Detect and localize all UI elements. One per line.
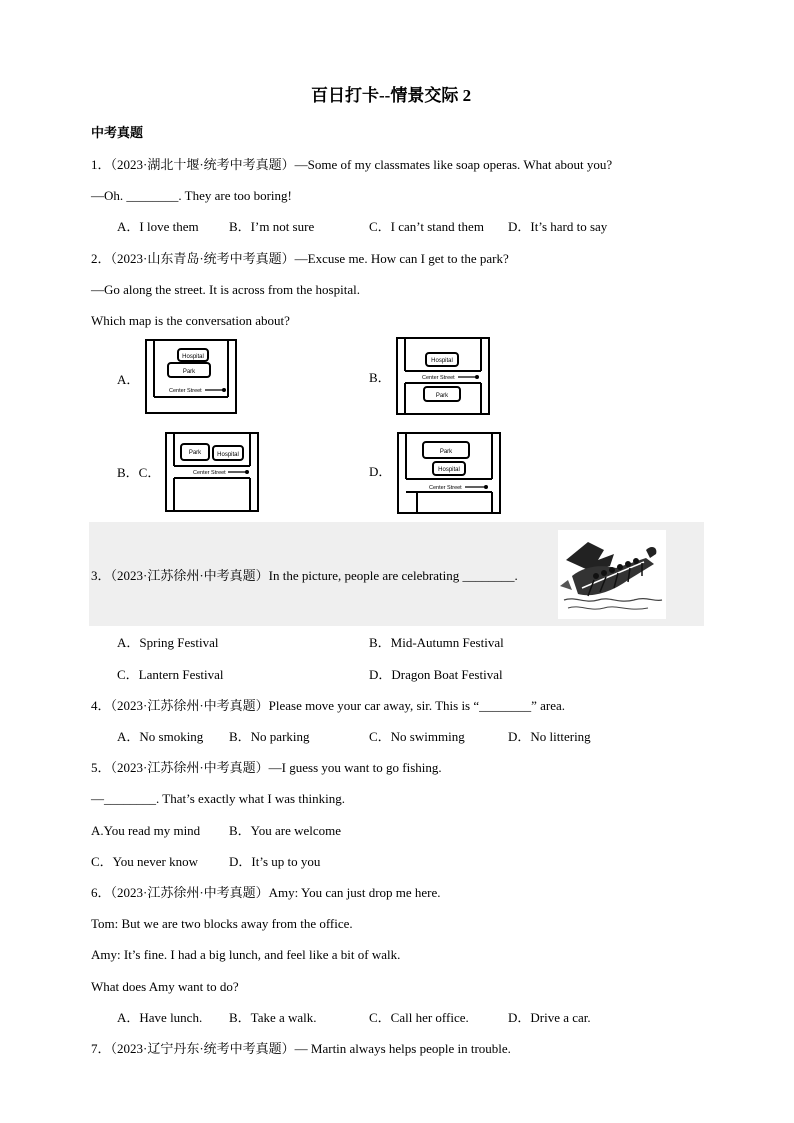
q4-option-d[interactable]: D．No littering: [508, 729, 591, 744]
map-b: [396, 337, 490, 415]
q6-stem: 6．（2023·江苏徐州·中考真题）Amy: You can just drop me here.: [91, 885, 441, 900]
map-b-park-label: Park: [435, 393, 449, 399]
q1-option-a[interactable]: A．I love them: [117, 219, 199, 234]
q3-option-c[interactable]: C．Lantern Festival: [117, 667, 224, 682]
q4-option-b[interactable]: B．No parking: [229, 729, 310, 744]
q2-line2: —Go along the street. It is across from the hospital.: [91, 282, 360, 297]
q1-option-b[interactable]: B．I’m not sure: [229, 219, 315, 234]
q1-line2: —Oh. ________. They are too boring!: [91, 188, 292, 203]
q2-label-b[interactable]: B．: [369, 370, 391, 385]
q6-option-d[interactable]: D．Drive a car.: [508, 1010, 591, 1025]
q2-label-a[interactable]: A．: [117, 372, 140, 387]
q7-stem: 7．（2023·辽宁丹东·统考中考真题）— Martin always helps people in trouble.: [91, 1041, 511, 1056]
map-a-street-label: Center Street: [169, 388, 202, 394]
q1-option-c[interactable]: C．I can’t stand them: [369, 219, 484, 234]
map-c-hospital-label: Hospital: [217, 452, 239, 458]
q1-option-d[interactable]: D．It’s hard to say: [508, 219, 608, 234]
q6-option-b[interactable]: B．Take a walk.: [229, 1010, 317, 1025]
page-title: 百日打卡--情景交际 2: [311, 86, 472, 105]
q6-option-a[interactable]: A．Have lunch.: [117, 1010, 203, 1025]
map-c-street-label: Center Street: [193, 470, 226, 476]
q3-stem: 3．（2023·江苏徐州·中考真题）In the picture, people are celebrating ________.: [91, 568, 518, 583]
q6-line2: Tom: But we are two blocks away from the office.: [91, 916, 353, 931]
q3-option-a[interactable]: A．Spring Festival: [117, 635, 219, 650]
map-b-hospital-label: Hospital: [431, 358, 453, 364]
map-d: [397, 432, 507, 514]
map-c-park-label: Park: [188, 450, 202, 456]
map-b-street-label: Center Street: [422, 375, 455, 381]
q5-option-a[interactable]: A.You read my mind: [91, 823, 201, 838]
q2-label-d[interactable]: D．: [369, 464, 392, 479]
q6-line3: Amy: It’s fine. I had a big lunch, and feel like a bit of walk.: [91, 947, 401, 962]
q4-option-a[interactable]: A．No smoking: [117, 729, 204, 744]
q6-option-c[interactable]: C．Call her office.: [369, 1010, 469, 1025]
q5-option-c[interactable]: C．You never know: [91, 854, 199, 869]
map-a: [145, 339, 237, 414]
q4-option-c[interactable]: C．No swimming: [369, 729, 465, 744]
q4-stem: 4．（2023·江苏徐州·中考真题）Please move your car away, sir. This is “________” area.: [91, 698, 566, 713]
map-c: [165, 432, 259, 512]
q5-option-d[interactable]: D．It’s up to you: [229, 854, 321, 869]
q2-label-c[interactable]: B．C．: [117, 465, 161, 480]
map-d-park-label: Park: [439, 449, 453, 455]
map-a-hospital-label: Hospital: [182, 354, 204, 360]
q5-stem: 5．（2023·江苏徐州·中考真题）—I guess you want to go fishing.: [91, 760, 442, 775]
q2-line3: Which map is the conversation about?: [91, 313, 290, 328]
q5-option-b[interactable]: B．You are welcome: [229, 823, 342, 838]
map-d-hospital-label: Hospital: [438, 467, 460, 473]
map-d-street-label: Center Street: [429, 485, 462, 491]
q2-stem: 2．（2023·山东青岛·统考中考真题）—Excuse me. How can I get to the park?: [91, 251, 509, 266]
q6-line4: What does Amy want to do?: [91, 979, 239, 994]
q3-option-b[interactable]: B．Mid-Autumn Festival: [369, 635, 504, 650]
q3-option-d[interactable]: D．Dragon Boat Festival: [369, 667, 503, 682]
map-a-park-label: Park: [182, 369, 196, 375]
q5-line2: —________. That’s exactly what I was thinking.: [91, 791, 345, 806]
q1-stem: 1．（2023·湖北十堰·统考中考真题）—Some of my classmates like soap operas. What about you?: [91, 157, 613, 172]
section-heading: 中考真题: [91, 125, 144, 140]
dragon-boat-picture: [558, 530, 666, 619]
